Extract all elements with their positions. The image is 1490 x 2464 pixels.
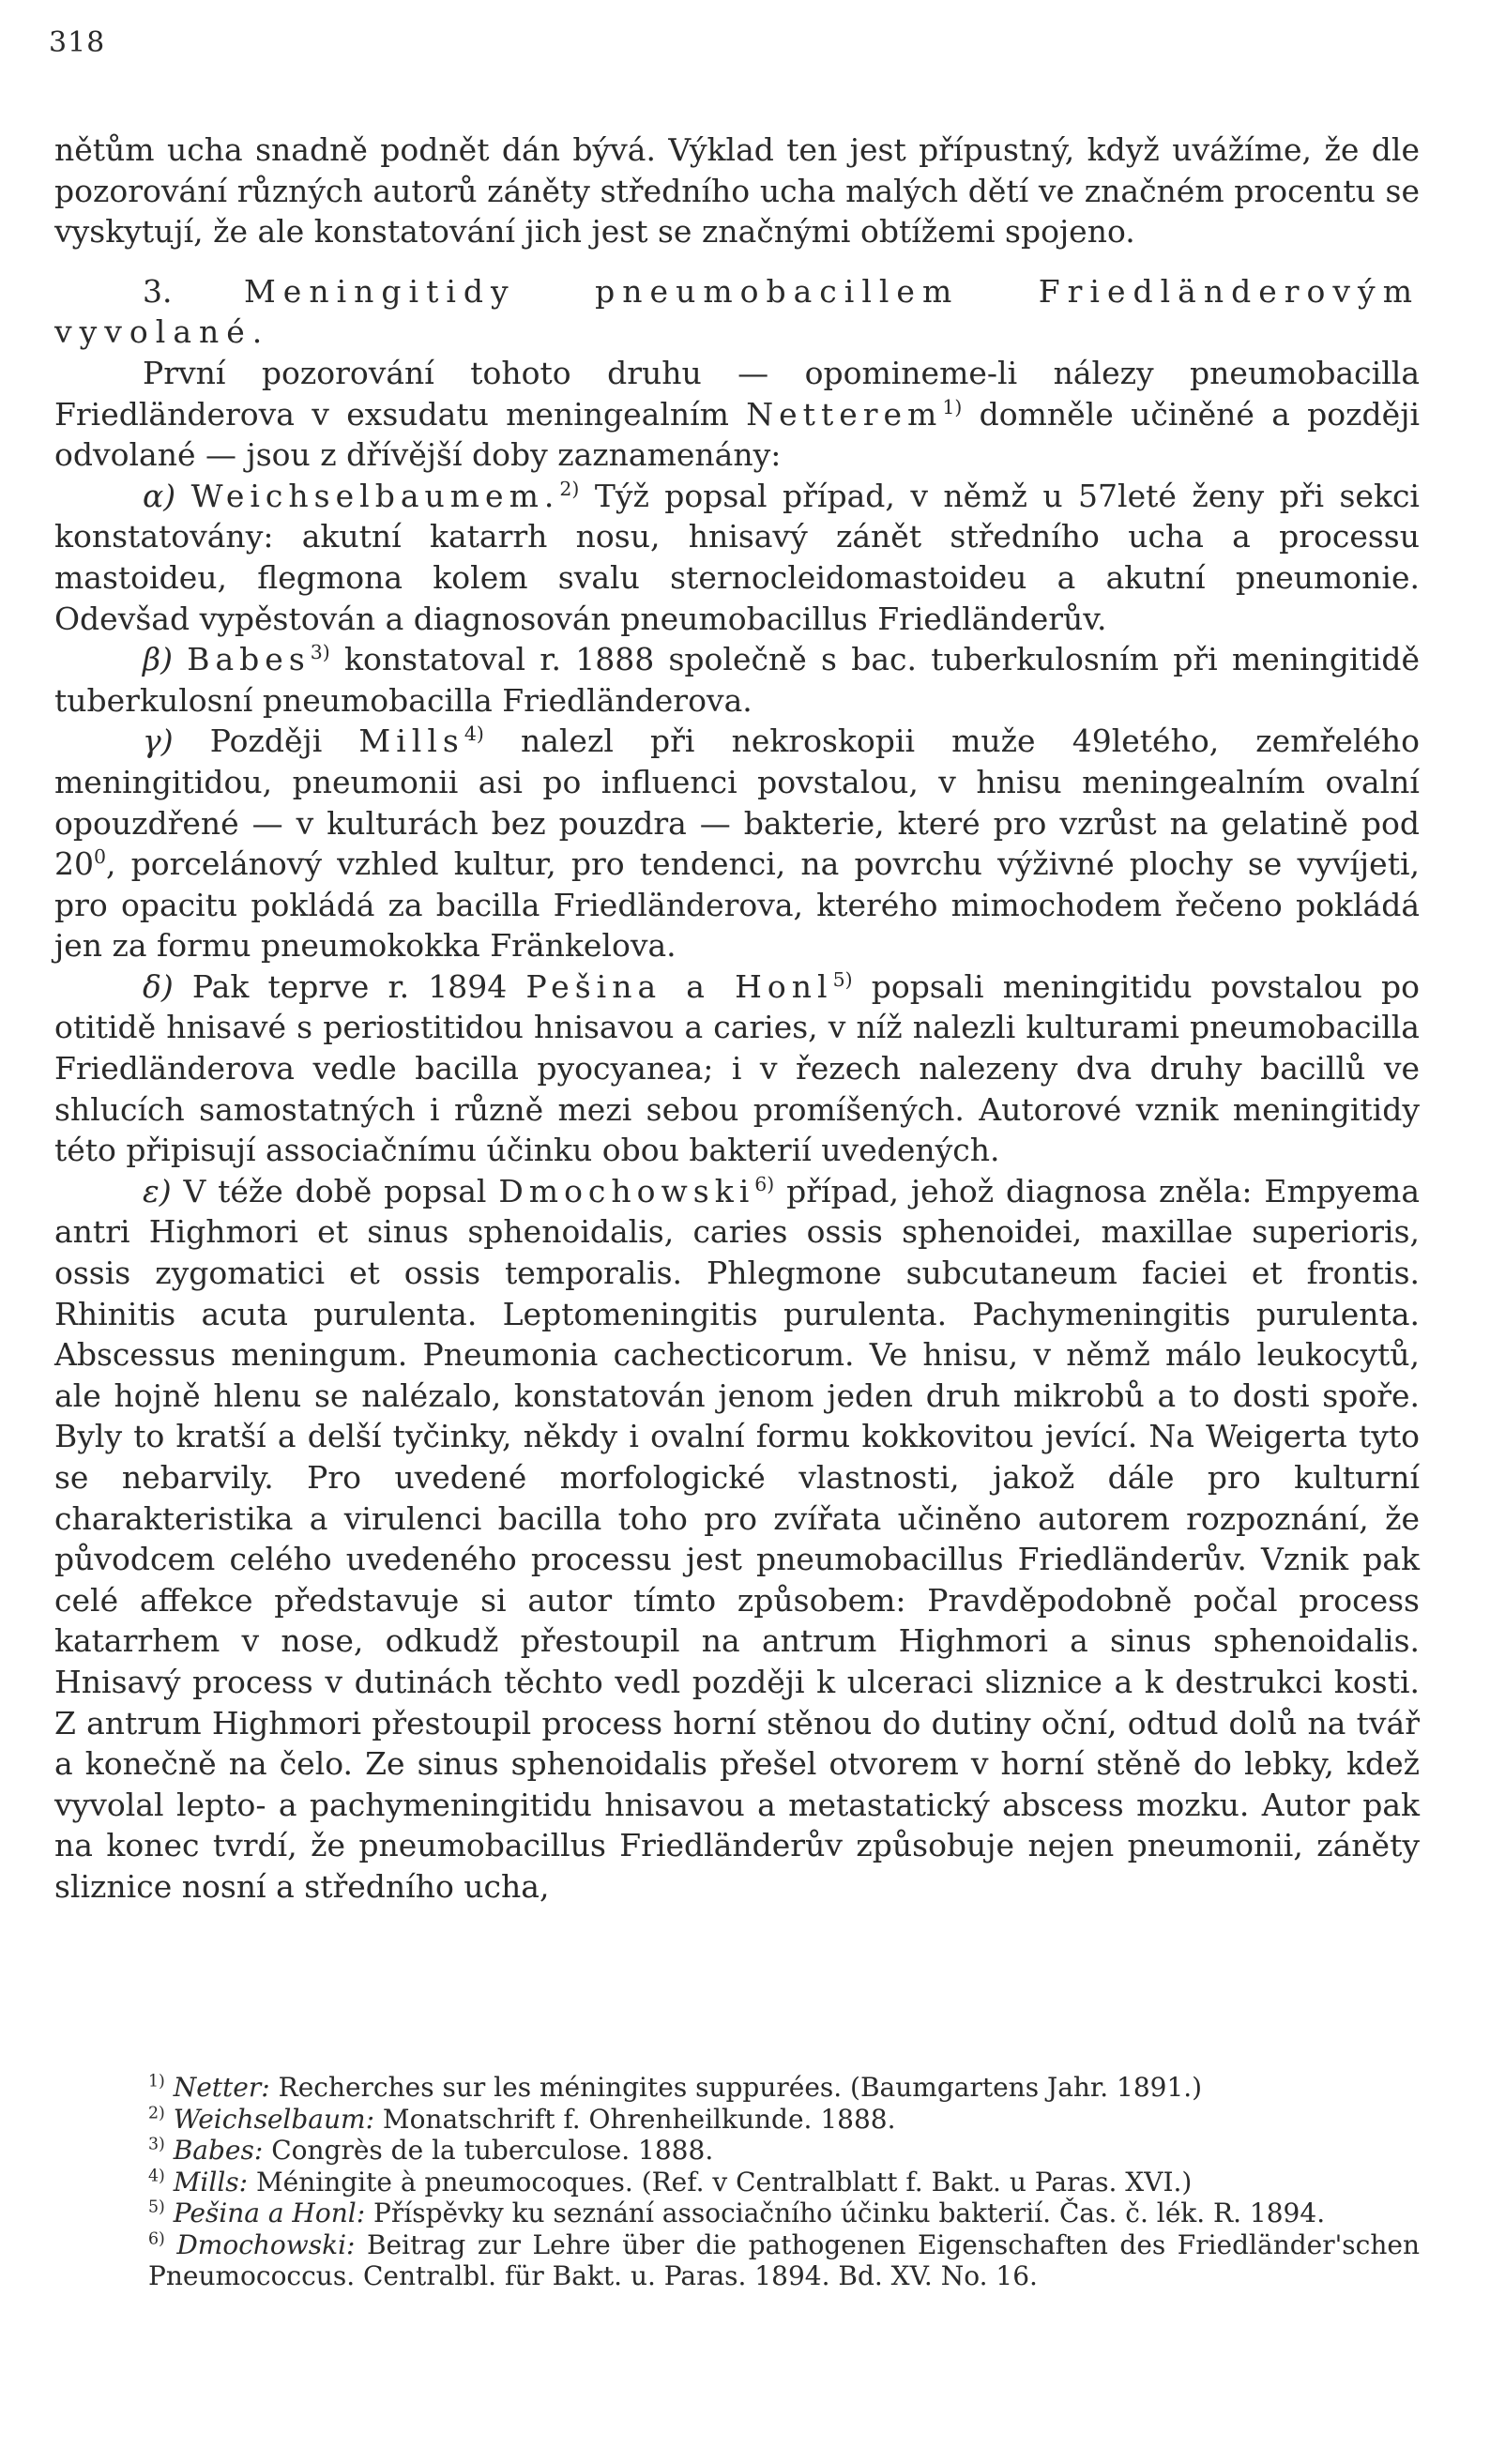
footnotes	[54, 2072, 1420, 2292]
author-netter: Netterem	[746, 395, 943, 433]
footnote-ref: 2)	[559, 477, 580, 500]
page-number: 318	[49, 26, 106, 59]
author-weichselbaum: Weichselbaumem.	[190, 477, 560, 514]
footnote-5	[54, 2198, 1420, 2229]
footnote-ref: 5)	[832, 967, 853, 991]
text: Pak teprve r. 1894	[191, 967, 508, 1005]
case-label: β)	[143, 641, 173, 678]
footnote-ref-num: 5	[832, 967, 845, 991]
footnote-text: Monatschrift f. Ohrenheilkunde. 1888.	[382, 2103, 896, 2135]
footnote-author: Babes:	[173, 2135, 264, 2166]
section-number: 3.	[143, 272, 173, 310]
case-label: δ)	[143, 967, 174, 1005]
footnote-ref-num: 3	[310, 641, 323, 664]
text: popsali meningitidu povstalou po otitidě hnisavé s periostitidou hnisavou a caries, v níž nalezli kulturami pneumobacilla Friedländerova vedle bacilla pyocyanea; i v řezech nalezeny dva druhy bacillů ve shlucích samostatných i různě mezi sebou promíšených. Autorové vznik meningitidy této připisují associačnímu účinku obou bakterií uvedených.	[54, 967, 1420, 1169]
section-title: Meningitidy pneumobacillem Friedländerovým vyvolané.	[54, 272, 1420, 351]
footnote-ref: 3)	[310, 641, 330, 664]
text: , porcelánový vzhled kultur, pro tendenci, na povrchu výživné plochy se vyvíjeti, pro opacitu pokládá za bacilla Friedländerova, kterého mimochodem řečeno pokládá jen za formu pneumokokka Fränkelova.	[54, 845, 1420, 965]
degree-sign: 0	[94, 845, 107, 869]
text: Týž popsal případ, v němž u 57leté ženy při sekci konstatovány: akutní katarrh nosu, hnisavý zánět středního ucha a processu mastoideu, flegmona kolem svalu sternocleidomastoideu a akutní pneumonie. Odevšad vypěstován a diagnosován pneumobacillus Friedländerův.	[54, 477, 1420, 637]
footnote-ref-num: 1	[942, 395, 955, 418]
footnote-num: 3	[148, 2135, 160, 2154]
author-dmochowski: Dmochowski	[498, 1172, 755, 1209]
main-text	[54, 129, 1420, 1908]
footnote-6	[54, 2229, 1420, 2292]
footnote-ref-num: 6	[754, 1172, 768, 1195]
author-babes: Babes	[187, 641, 311, 678]
text: V téže době popsal	[183, 1172, 487, 1209]
footnote-text: Recherches sur les méningites suppurées. (Baumgartens Jahr. 1891.)	[278, 2072, 1203, 2103]
footnote-num: 5	[148, 2198, 160, 2217]
text: domněle učiněné a později odvolané — jsou z dřívější doby zaznamenány:	[54, 395, 1420, 474]
footnote-ref: 4)	[464, 722, 484, 746]
footnote-4	[54, 2167, 1420, 2198]
paragraph-continuation	[54, 129, 1420, 252]
case-delta	[54, 966, 1420, 1171]
footnote-text: Méningite à pneumocoques. (Ref. v Centralblatt f. Bakt. u Paras. XVI.)	[255, 2166, 1193, 2198]
footnote-ref: 1)	[942, 395, 963, 418]
footnote-num: 1	[148, 2072, 160, 2091]
footnote-text: Příspěvky ku seznání associačního účinku bakterií. Čas. č. lék. R. 1894.	[373, 2198, 1326, 2228]
case-gamma	[54, 721, 1420, 966]
footnote-author: Weichselbaum:	[173, 2103, 374, 2135]
footnote-text: Beitrag zur Lehre über die pathogenen Eigenschaften des Friedländer'schen Pneumococcus. Centralbl. für Bakt. u. Paras. 1894. Bd. XV. No. 16.	[148, 2228, 1420, 2291]
author-mills: Mills	[358, 722, 464, 760]
text: konstatoval r. 1888 společně s bac. tuberkulosním při meningitidě tuberkulosní pneumobacilla Friedländerova.	[54, 641, 1420, 719]
footnote-mark: 1)	[148, 2072, 165, 2091]
author-pesina-honl: Pešina a Honl	[525, 967, 833, 1005]
footnote-num: 6	[148, 2229, 160, 2249]
footnote-mark: 2)	[148, 2104, 165, 2123]
paragraph-intro	[54, 353, 1420, 476]
footnote-ref-num: 4	[464, 722, 477, 746]
text: nětům ucha snadně podnět dán bývá. Výklad ten jest přípustný, když uvážíme, že dle pozorování různých autorů záněty středního ucha malých dětí ve značném procentu se vyskytují, že ale konstatování jich jest se značnými obtížemi spojeno.	[54, 131, 1420, 251]
footnote-mark: 5)	[148, 2198, 165, 2217]
footnote-author: Mills:	[173, 2166, 249, 2198]
footnote-num: 2	[148, 2104, 160, 2123]
footnote-ref-num: 2	[559, 477, 572, 500]
case-epsilon	[54, 1171, 1420, 1908]
footnote-author: Pešina a Honl:	[173, 2198, 366, 2228]
text: První pozorování tohoto druhu — opomineme-li nálezy pneumobacilla Friedländerova v exsudatu meningealním	[54, 354, 1420, 433]
footnote-author: Dmochowski:	[176, 2228, 356, 2260]
footnote-num: 4	[148, 2167, 160, 2186]
text: případ, jehož diagnosa zněla: Empyema antri Highmori et sinus sphenoidalis, caries ossis sphenoidei, maxillae superioris, ossis zygomatici et ossis temporalis. Phlegmone subcutaneum faciei et frontis. Rhinitis acuta purulenta. Leptomeningitis purulenta. Pachymeningitis purulenta. Abscessus meningum. Pneumonia cachecticorum. Ve hnisu, v němž málo leukocytů, ale hojně hlenu se nalézalo, konstatován jenom jeden druh mikrobů a to dosti spoře. Byly to kratší a delší tyčinky, někdy i ovalní formu kokkovitou jevící. Na Weigerta tyto se nebarvily. Pro uvedené morfologické vlastnosti, jakož dále pro kulturní charakteristika a virulenci bacilla toho pro zvířata učiněno autorem rozpoznání, že původcem celého uvedeného processu jest pneumobacillus Friedländerův. Vznik pak celé affekce představuje si autor tímto způsobem: Pravděpodobně počal process katarrhem v nose, odkudž přestoupil na antrum Highmori a sinus sphenoidalis. Hnisavý process v dutinách těchto vedl později k ulceraci sliznice a k destrukci kosti. Z antrum Highmori přestoupil process horní stěnou do dutiny oční, odtud dolů na tvář a konečně na čelo. Ze sinus sphenoidalis přešel otvorem v horní stěně do lebky, kdež vyvolal lepto- a pachymeningitidu hnisavou a metastatický abscess mozku. Autor pak na konec tvrdí, že pneumobacillus Friedländerův způsobuje nejen pneumonii, záněty sliznice nosní a středního ucha,	[54, 1172, 1421, 1905]
section-heading	[54, 271, 1420, 353]
footnote-author: Netter:	[173, 2072, 270, 2103]
case-label: ε)	[143, 1172, 172, 1209]
footnote-mark: 3)	[148, 2135, 165, 2154]
text: Později	[209, 722, 323, 760]
case-alpha	[54, 476, 1420, 639]
footnote-text: Congrès de la tuberculose. 1888.	[271, 2135, 714, 2166]
case-beta	[54, 639, 1420, 721]
footnote-1	[54, 2072, 1420, 2104]
footnote-2	[54, 2104, 1420, 2136]
footnote-mark: 6)	[148, 2229, 165, 2249]
footnote-3	[54, 2135, 1420, 2167]
footnote-mark: 4)	[148, 2167, 165, 2186]
text: nalezl při nekroskopii muže 49letého, zemřelého meningitidou, pneumonii asi po influenci povstalou, v hnisu meningealním ovalní opouzdřené — v kulturách bez pouzdra — bakterie, které pro vzrůst na gelatině pod 20	[54, 722, 1421, 883]
case-label: α)	[143, 477, 176, 514]
footnote-ref: 6)	[754, 1172, 775, 1195]
case-label: γ)	[143, 722, 174, 760]
